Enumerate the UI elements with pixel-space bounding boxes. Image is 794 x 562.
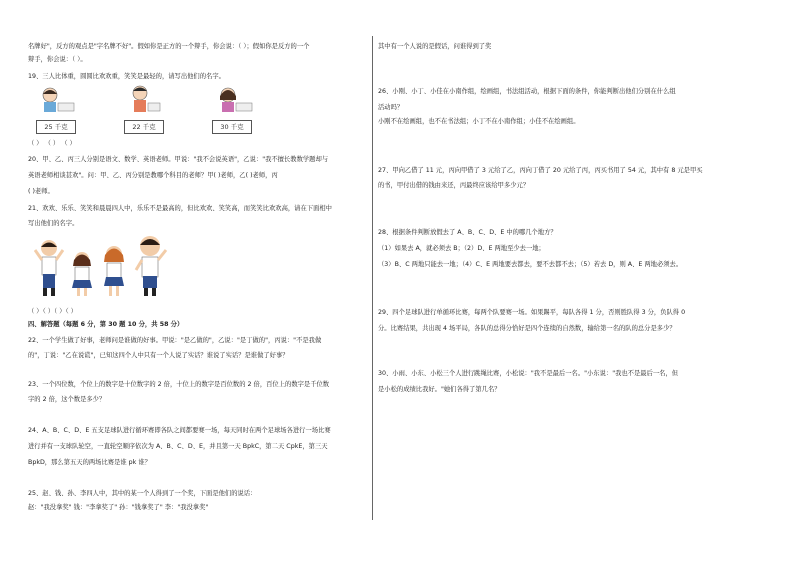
weight-label-3: 30 千克	[212, 120, 252, 134]
section-heading: 四、解答题（每题 6 分，第 30 题 10 分，共 58 分）	[28, 321, 184, 328]
weight-label-1: 25 千克	[36, 120, 76, 134]
answer-blanks: （ ） （ ） （ ）	[28, 140, 76, 147]
question-24: 24、A、B、C、D、E 五支足球队进行循环赛即各队之间都要赛一场，每天同时在两个足球场各进行一场比赛	[28, 427, 331, 434]
question-27: 27、甲向乙借了 11 元，丙向甲借了 3 元给了乙，丙向丁借了 20 元给了丙，丙买书用了 54 元，其中有 8 元是甲买	[378, 167, 703, 174]
text-line: 辩手，你会说：（ ）。	[28, 56, 87, 63]
text-line: 其中有一个人说的是假话，问谁得到了奖	[378, 43, 492, 50]
text-line: 活动吗？	[378, 104, 404, 111]
text-line: 进行并有一支球队轮空，一直轮空顺序依次为 A、B、C、D、E，并且第一天 BpkC，第二天 CpkE，第三天	[28, 443, 328, 450]
child-figure-1	[36, 86, 82, 116]
kid-figure-2	[68, 250, 96, 298]
question-26: 26、小刚、小丁、小佳在小南作组，绘画组，书法组活动，根据下面的条件，你能判断出他们分别在什么组	[378, 88, 676, 95]
text-line: 名牌好"，反方的观点是"字名牌不好"。假如你是正方的一个辩手，你会说：（ ）；假如你是反方的一个	[28, 43, 310, 50]
left-column	[28, 0, 370, 562]
child-figure-3	[214, 86, 258, 116]
kid-figure-3	[100, 244, 128, 298]
text-line: BpkD，那么第五天的两场比赛是谁 pk 谁？	[28, 459, 151, 466]
child-figure-2	[126, 84, 166, 116]
text-line: （1）如果去 A，就必须去 B；（2）D、E 两地至少去一地；	[378, 245, 545, 252]
kid-figure-4	[132, 234, 168, 298]
question-25: 25、赵、钱、孙、李四人中，其中的某一个人得到了一个奖，下面是他们的说话：	[28, 490, 257, 497]
text-line: 小刚不在绘画组，也不在书法组；小丁不在小南作组；小佳不在绘画组。	[378, 118, 580, 125]
text-line: 英语老师相谈甚欢"。问：甲、乙、丙分别是教哪个科目的老师？甲( )老师，乙( )老师，丙	[28, 172, 278, 179]
text-line: 赵："我没拿奖" 钱："李拿奖了" 孙："钱拿奖了" 李："我没拿奖"	[28, 504, 209, 511]
right-column	[378, 0, 768, 562]
question-30: 30、小雨、小东、小松三个人进行跳绳比赛，小松说："我不是最后一名。"小东说："我也不是最后一名，但	[378, 370, 679, 377]
text-line: 字的 2 倍，这个数是多少？	[28, 396, 106, 403]
text-line: 分。比赛结果，共出现 4 场平局，各队的总得分恰好是四个连续的自然数，输给第一名的队的总分是多少？	[378, 325, 676, 332]
question-19: 19、三人比体重，圆圆比欢欢重，笑笑是最轻的，请写出他们的名字。	[28, 73, 225, 80]
text-line: 是小松的成绩比我好。"她们各得了第几名？	[378, 386, 501, 393]
answer-blanks: （ ）（ ）（ ）（ ）	[28, 308, 77, 315]
question-28: 28、根据条件判断放假去了 A、B、C、D、E 中的哪几个地方？	[378, 229, 557, 236]
text-line: 写出他们的名字。	[28, 220, 79, 227]
question-20: 20、甲、乙、丙三人分别是语文、数学、英语老师。甲说："我不会说英语"，乙说："我不擅长教数学题却与	[28, 156, 329, 163]
question-23: 23、一个四位数，个位上的数字是十位数字的 2 倍，十位上的数字是百位数的 2 倍，百位上的数字是千位数	[28, 381, 330, 388]
question-29: 29、四个足球队进行单循环比赛，每两个队要赛一场。如果踢平，每队各得 1 分，否则胜队得 3 分，负队得 0	[378, 309, 686, 316]
question-21: 21、欢欢、乐乐、笑笑和晨晨四人中，乐乐不是最高的，但比欢欢、笑笑高，而笑笑比欢欢高，请在下面相中	[28, 205, 332, 212]
question-22: 22、一个学生做了好事，老师问是谁做的好事。甲说："是乙做的"，乙说："是丁做的"，丙说："不是我做	[28, 337, 322, 344]
text-line: （3）B、C 两地只能去一地；（4）C、E 两地要去都去，要不去都不去；（5）若去 D，则 A、E 两地必须去。	[378, 261, 683, 268]
text-line: 的"，丁说："乙在说谎"，已知这四个人中只有一个人说了实话？谁说了实话？是谁做了好事？	[28, 352, 289, 359]
weight-label-2: 22 千克	[124, 120, 164, 134]
column-divider	[372, 36, 373, 520]
text-line: ( )老师。	[28, 188, 54, 195]
text-line: 的书，甲付出借的钱由来还，丙最终应该给甲多少元？	[378, 182, 530, 189]
kid-figure-1	[34, 238, 64, 298]
